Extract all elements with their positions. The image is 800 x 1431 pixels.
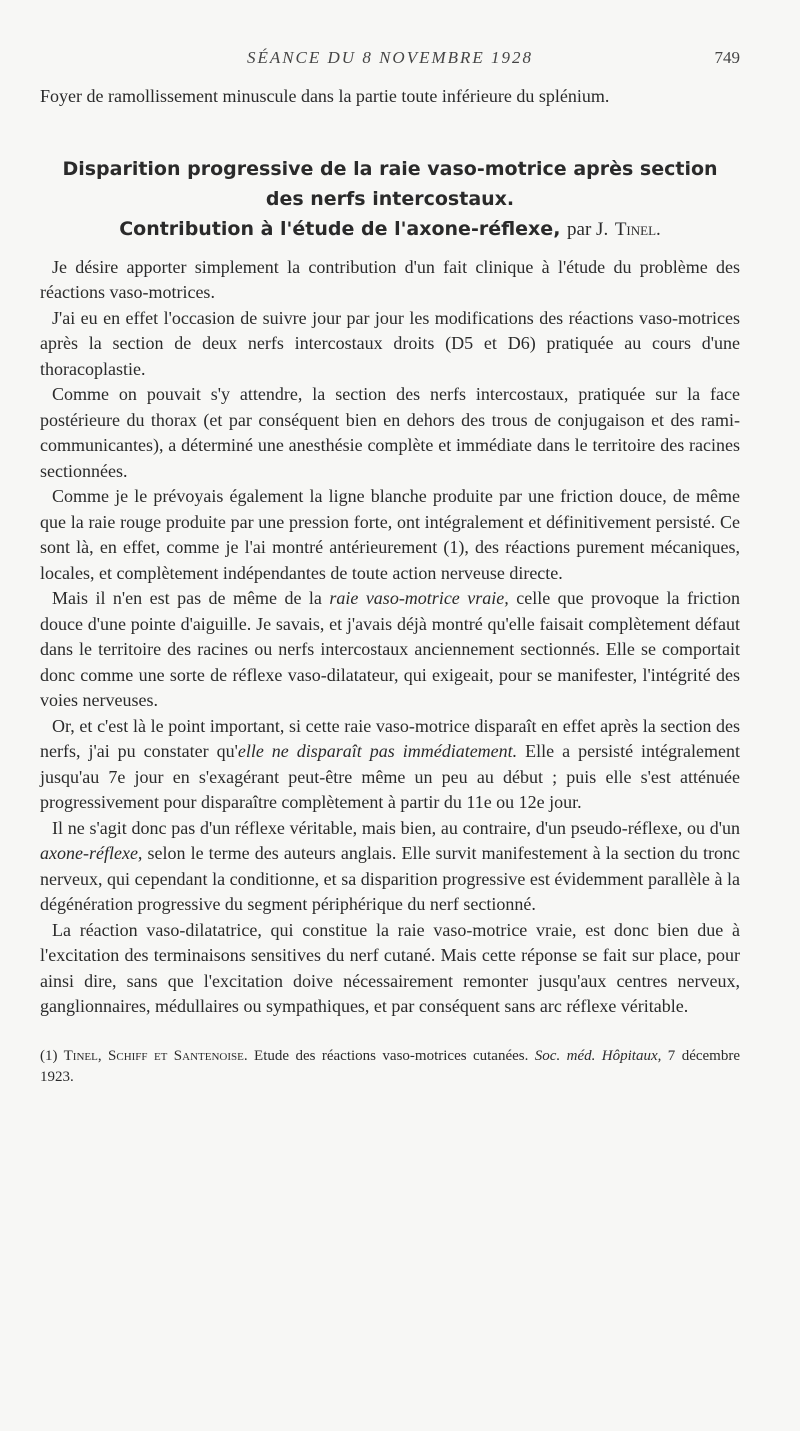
paragraph-5-emphasis: raie vaso-motrice vraie, — [329, 588, 509, 608]
page-header — [40, 48, 740, 78]
paragraph-5-a: Mais il n'en est pas de même de la — [52, 588, 330, 608]
paragraph-4: Comme je le prévoyais également la ligne blanche produite par une friction douce, de même que la raie rouge produite par une pression forte, ont intégralement et définitivement persisté. Ce sont là, en effet, comme je l'ai montré antérieurement (1), des réactions purement mécaniques, locales, et complètement indépendantes de toute action nerveuse directe. — [40, 486, 740, 583]
article-title — [40, 154, 740, 245]
paragraph-1: Je désire apporter simplement la contribution d'un fait clinique à l'étude du problème des réactions vaso-motrices. — [40, 256, 740, 302]
page — [40, 48, 740, 1088]
footnote — [40, 1046, 740, 1088]
paragraph-6-c: Elle a persisté intégralement jusqu'au 7e jour en s'exagérant peut-être même un peu au début ; puis elle s'est atténuée progressivement pour disparaître complètement à partir du 11e ou 12e jour. — [40, 741, 740, 812]
running-title: SÉANCE DU 8 NOVEMBRE 1928 — [246, 48, 534, 67]
paragraph-8: La réaction vaso-dilatatrice, qui constitue la raie vaso-motrice vraie, est donc bien due à l'excitation des terminaisons sensitives du nerf cutané. Mais cette réponse se fait sur place, pour ainsi dire, sans que l'excitation doive nécessairement remonter jusqu'aux centres nerveux, ganglionnaires, médullaires ou sympathiques, et par conséquent sans arc réflexe véritable. — [40, 919, 740, 1016]
paragraph-6 — [40, 714, 740, 816]
paragraph-7-c: selon le terme des auteurs anglais. Elle survit manifestement à la section du tronc nerveux, qui cependant la conditionne, et sa disparition progressive est évidemment parallèle à la dégénération progressive du segment périphérique du nerf sectionné. — [40, 843, 740, 914]
article-body — [40, 255, 740, 1020]
paragraph-7-a: Il ne s'agit donc pas d'un réflexe véritable, mais bien, au contraire, d'un pseudo-réflexe, ou d'un — [52, 817, 740, 838]
page-number: 749 — [714, 48, 740, 67]
paragraph-2: J'ai eu en effet l'occasion de suivre jour par jour les modifications des réactions vaso-motrices après la section de deux nerfs intercostaux droits (D5 et D6) pratiquée au cours d'une thoracoplastie. — [40, 307, 740, 379]
paragraph-6-emphasis: elle ne disparaît pas immédiatement. — [237, 741, 518, 761]
intro-paragraph: Foyer de ramollissement minuscule dans la partie toute inférieure du splénium. — [40, 86, 610, 106]
paragraph-7-emphasis: axone-réflexe, — [40, 843, 143, 863]
footnote-text: Etude des réactions vaso-motrices cutanées. — [247, 1047, 535, 1064]
footnote-authors: (1) Tinel, Schiff et Santenoise. — [40, 1047, 248, 1064]
paragraph-6-a: Or, et c'est là le point important, si cette raie vaso-motrice disparaît en effet après la section des nerfs, j'ai pu constater qu' — [40, 715, 740, 761]
footnote-journal: Soc. méd. Hôpitaux, — [534, 1047, 662, 1064]
title-contribution: Contribution à l'étude de l'axone-réflexe, — [119, 217, 561, 240]
title-line-1: Disparition progressive de la raie vaso-motrice après section — [62, 157, 718, 180]
title-line-3 — [40, 214, 740, 245]
title-author: Tinel. — [614, 218, 661, 240]
paragraph-3: Comme on pouvait s'y attendre, la section des nerfs intercostaux, pratiquée sur la face postérieure du thorax (et par conséquent bien en dehors des trous de conjugaison et des rami-communicantes), a déterminé une anesthésie complète et immédiate dans le territoire des racines sectionnées. — [40, 384, 740, 481]
title-line-2: des nerfs intercostaux. — [265, 187, 515, 210]
paragraph-5-c: celle que provoque la friction douce d'une pointe d'aiguille. Je savais, et j'avais déjà montré qu'elle faisait complètement défaut dans le territoire des racines ou nerfs intercostaux anciennement sectionnés. Elle se comportait donc comme une sorte de réflexe vaso-dilatateur, qui exigeait, pour se manifester, l'intégrité des voies nerveuses. — [40, 588, 740, 710]
paragraph-5 — [40, 586, 740, 714]
title-by: par J. — [567, 218, 609, 240]
paragraph-7 — [40, 816, 740, 918]
footnote-date: 7 décembre 1923. — [40, 1047, 740, 1085]
